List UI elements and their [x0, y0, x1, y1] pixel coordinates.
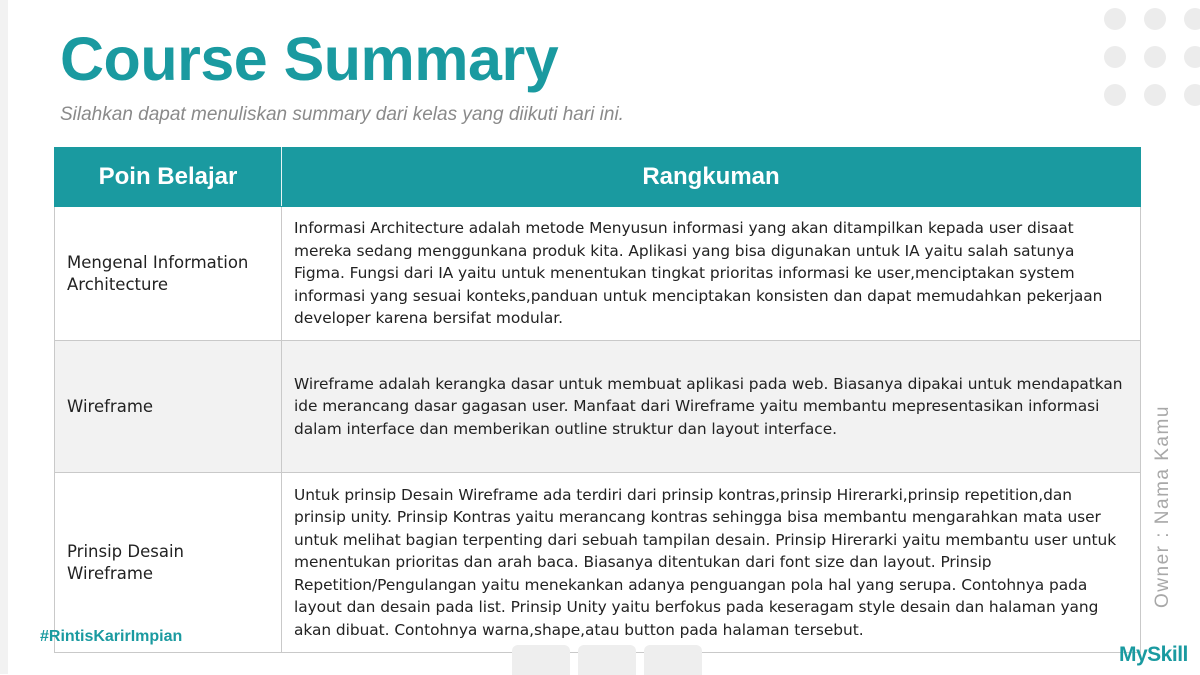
page-title: Course Summary: [60, 25, 559, 93]
row-summary-cell[interactable]: Untuk prinsip Desain Wireframe ada terdiri dari prinsip kontras,prinsip Hirerarki,prinsip repetition,dan prinsip unity. Prinsip Kontras yaitu merancang kontras sehingga bisa membantu mengarahkan mata user untuk melihat bagian terpenting dari sebuah tampilan desain. Prinsip Hirerarki yaitu membantu user untuk menentukan prioritas dan arah baca. Biasanya ditentukan dari font size dan layout. Prinsip Repetition/Pengulangan yaitu menekankan adanya penguangan pola hal yang serupa. Contohnya pada layout dan desain pada list. Prinsip Unity yaitu berfokus pada keseragam style desain dan halaman yang akan dibuat. Contohnya warna,shape,atau button pada halaman tersebut.: [282, 473, 1141, 653]
row-point-cell[interactable]: Wireframe: [55, 341, 282, 473]
decorative-dot-grid: [1104, 8, 1200, 112]
decor-dot: [1104, 84, 1126, 106]
table-row: [55, 207, 1141, 341]
decor-dot: [1144, 8, 1166, 30]
header-rangkuman: Rangkuman: [282, 148, 1141, 207]
row-point-cell[interactable]: Prinsip Desain Wireframe: [55, 473, 282, 653]
decor-dot: [1184, 84, 1200, 106]
myskill-logo: MySkill: [1119, 643, 1188, 666]
decor-tab: [578, 645, 636, 675]
decor-dot: [1144, 46, 1166, 68]
hashtag-label: #RintisKarirImpian: [40, 628, 183, 645]
decor-dot: [1104, 8, 1126, 30]
decor-dot: [1104, 46, 1126, 68]
decor-dot: [1144, 84, 1166, 106]
decor-tab: [644, 645, 702, 675]
table-row: [55, 341, 1141, 473]
left-edge-bar: [0, 0, 8, 674]
row-summary-cell[interactable]: Wireframe adalah kerangka dasar untuk membuat aplikasi pada web. Biasanya dipakai untuk mendapatkan ide merancang dasar gagasan user. Manfaat dari Wireframe yaitu membantu mepresentasikan informasi dalam interface dan memberikan outline struktur dan layout interface.: [282, 341, 1141, 473]
decor-dot: [1184, 8, 1200, 30]
decor-tab: [512, 645, 570, 675]
row-point-cell[interactable]: Mengenal Information Architecture: [55, 207, 282, 341]
summary-table: [54, 147, 1141, 653]
page-subtitle: Silahkan dapat menuliskan summary dari kelas yang diikuti hari ini.: [60, 104, 624, 125]
decor-dot: [1184, 46, 1200, 68]
table-header-row: [55, 148, 1141, 207]
header-poin-belajar: Poin Belajar: [55, 148, 282, 207]
row-summary-cell[interactable]: Informasi Architecture adalah metode Menyusun informasi yang akan ditampilkan kepada user disaat mereka sedang menggunkana produk kita. Aplikasi yang bisa digunakan untuk IA yaitu salah satunya Figma. Fungsi dari IA yaitu untuk menentukan tingkat prioritas informasi ke user,menciptakan system informasi yang sesuai konteks,panduan untuk menciptakan konsisten dan dapat memudahkan pekerjaan developer karena bersifat modular.: [282, 207, 1141, 341]
owner-label: Owner : Nama Kamu: [1152, 405, 1173, 608]
table-row: [55, 473, 1141, 653]
